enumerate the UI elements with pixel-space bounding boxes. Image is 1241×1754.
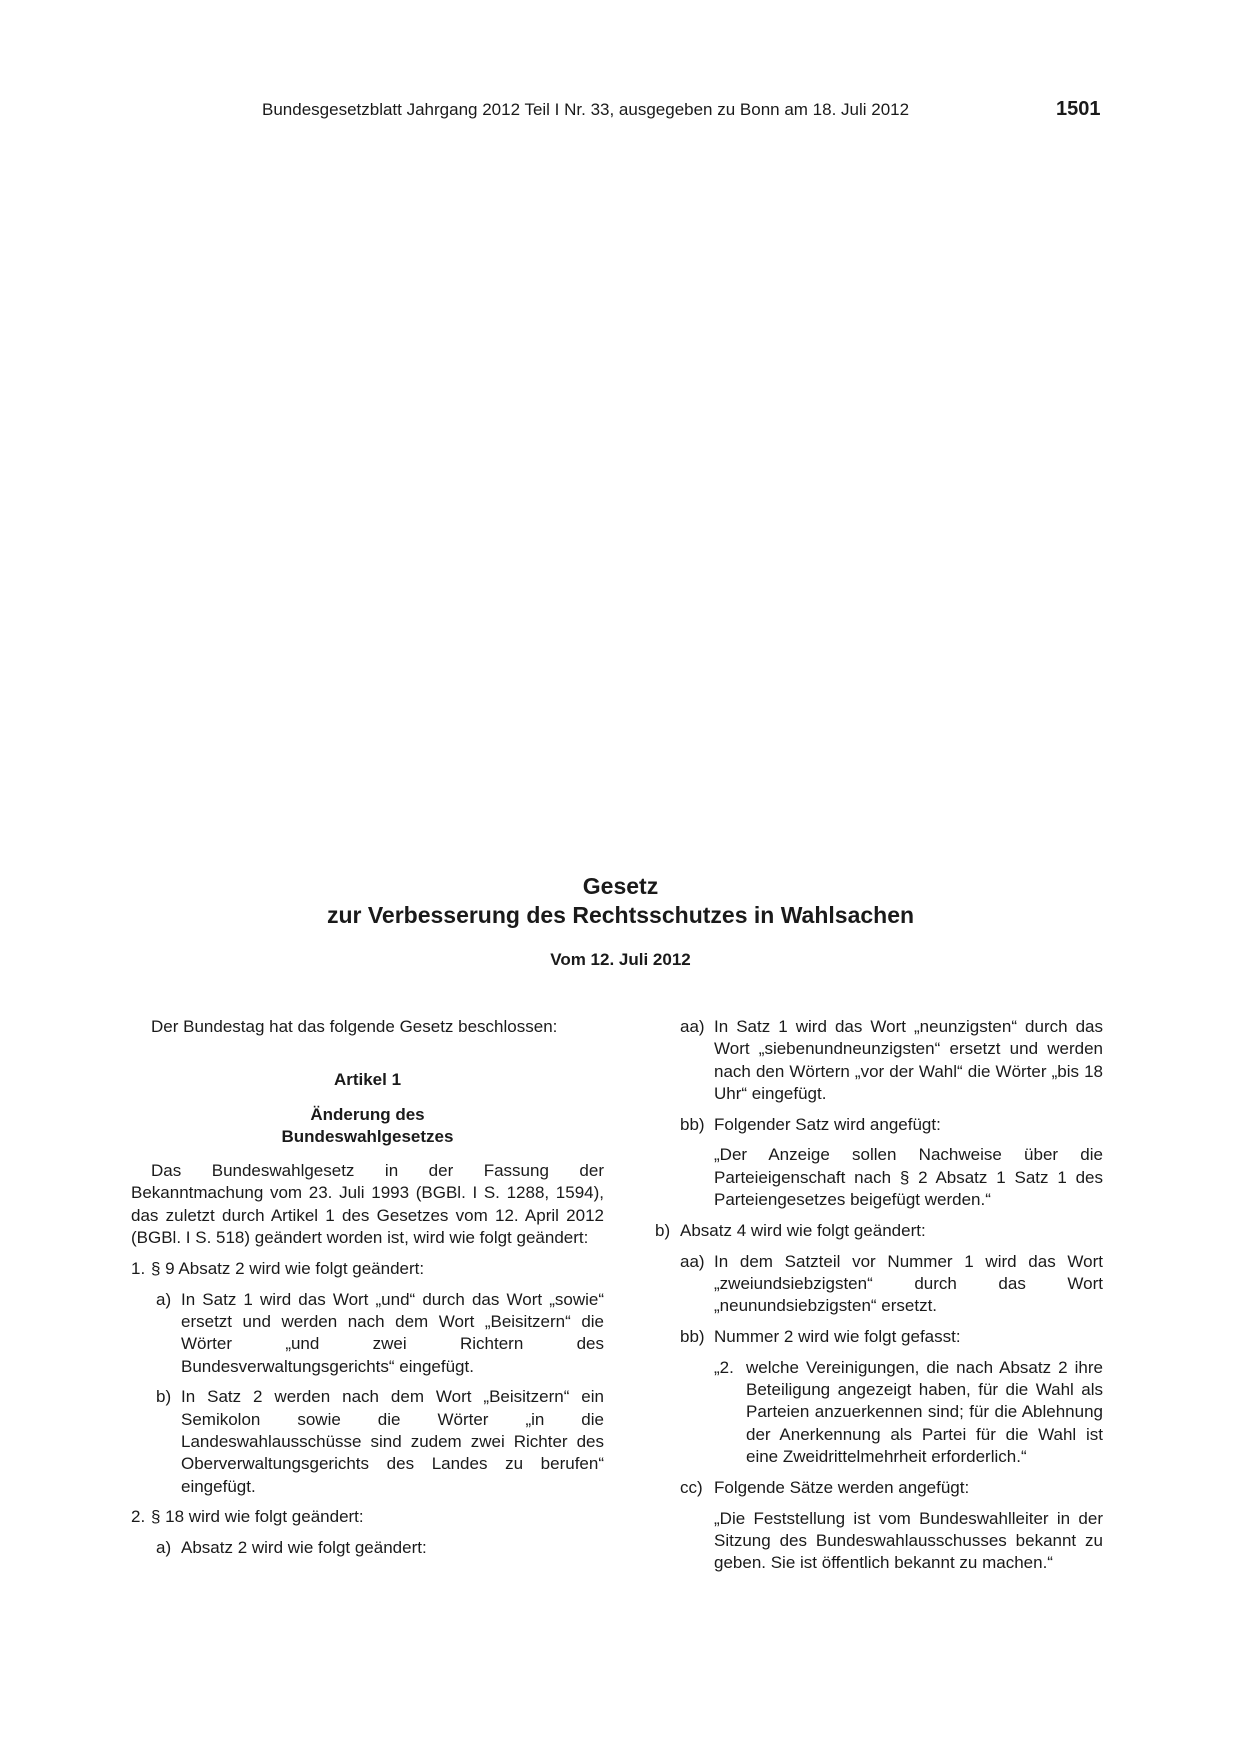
list-text: Absatz 2 wird wie folgt geändert:	[181, 1538, 427, 1558]
article-intro-paragraph: Das Bundeswahlgesetz in der Fassung der Bekanntmachung vom 23. Juli 1993 (BGBl. I S. 1288, 1594), das zuletzt durch Artikel 1 des Gesetzes vom 12. April 2012 (BGBl. I S. 518) geändert worden ist, wird wie folgt geändert:	[131, 1161, 604, 1248]
list-label: b)	[156, 1387, 172, 1407]
list-item-b	[655, 1220, 1103, 1242]
quote-label: „2.	[714, 1357, 734, 1377]
left-column	[131, 1016, 604, 1559]
preamble: Der Bundestag hat das folgende Gesetz beschlossen:	[151, 1017, 558, 1036]
list-item-bb1	[680, 1114, 1103, 1136]
list-text: § 18 wird wie folgt geändert:	[151, 1507, 364, 1527]
list-item-bb2	[680, 1326, 1103, 1348]
list-item-1	[131, 1258, 604, 1280]
list-item-1b	[156, 1386, 604, 1497]
list-item-2a	[156, 1537, 604, 1559]
list-label: 1.	[131, 1258, 146, 1278]
list-text: Nummer 2 wird wie folgt gefasst:	[714, 1327, 961, 1347]
list-item-cc	[680, 1477, 1103, 1499]
inserted-sentence: „Der Anzeige sollen Nachweise über die Parteieigenschaft nach § 2 Absatz 1 Satz 1 des Parteiengesetzes beigefügt werden.“	[714, 1145, 1103, 1210]
article-title-line1: Änderung des	[310, 1104, 425, 1124]
page-number: 1501	[1056, 98, 1101, 120]
list-label: 2.	[131, 1507, 146, 1527]
list-label: bb)	[680, 1327, 705, 1347]
list-text: Absatz 4 wird wie folgt geändert:	[680, 1220, 926, 1240]
law-title-line2: zur Verbesserung des Rechtsschutzes in Wahlsachen	[326, 902, 915, 928]
list-text: In Satz 2 werden nach dem Wort „Beisitzern“ ein Semikolon sowie die Wörter „in die Landeswahlausschüsse sind zudem zwei Richter des Oberverwaltungsgerichts des Landes zu berufen“ eingefügt.	[181, 1387, 604, 1496]
list-item-aa2	[680, 1251, 1103, 1318]
list-text: § 9 Absatz 2 wird wie folgt geändert:	[151, 1258, 425, 1278]
list-label: a)	[156, 1538, 172, 1558]
law-title-line1: Gesetz	[582, 873, 659, 899]
running-head: Bundesgesetzblatt Jahrgang 2012 Teil I Nr. 33, ausgegeben zu Bonn am 18. Juli 2012	[262, 100, 910, 119]
list-item-1a	[156, 1289, 604, 1378]
law-date: Vom 12. Juli 2012	[550, 950, 691, 969]
quote-text: welche Vereinigungen, die nach Absatz 2 ihre Beteiligung angezeigt haben, für die Wahl als Parteien anzuerkennen sind; für die Ablehnung der Anerkennung als Partei für die Wahl ist eine Zweidrittelmehrheit erforderlich.“	[746, 1357, 1103, 1467]
inserted-number-2	[714, 1357, 1103, 1468]
list-label: aa)	[680, 1251, 705, 1271]
list-text: In Satz 1 wird das Wort „und“ durch das Wort „sowie“ ersetzt und werden nach dem Wort „Beisitzern“ die Wörter „und zwei Richtern des Bundesverwaltungsgerichts“ eingefügt.	[181, 1289, 604, 1376]
list-item-2	[131, 1506, 604, 1528]
inserted-sentences: „Die Feststellung ist vom Bundeswahlleiter in der Sitzung des Bundeswahlausschusses bekannt zu geben. Sie ist öffentlich bekannt zu machen.“	[714, 1508, 1103, 1573]
list-text: In dem Satzteil vor Nummer 1 wird das Wort „zweiundsiebzigsten“ durch das Wort „neunundsiebzigsten“ ersetzt.	[714, 1251, 1103, 1316]
list-label: cc)	[680, 1477, 703, 1497]
list-text: Folgende Sätze werden angefügt:	[714, 1477, 970, 1497]
list-label: b)	[655, 1220, 671, 1240]
article-title-line2: Bundeswahlgesetzes	[281, 1126, 454, 1146]
list-item-aa1	[680, 1016, 1103, 1105]
list-label: aa)	[680, 1017, 705, 1036]
list-text: In Satz 1 wird das Wort „neunzigsten“ durch das Wort „siebenundneunzigsten“ ersetzt und werden nach den Wörtern „vor der Wahl“ die Wörter „bis 18 Uhr“ eingefügt.	[714, 1017, 1103, 1103]
right-column	[655, 1016, 1103, 1575]
list-label: bb)	[680, 1114, 705, 1134]
article-heading: Artikel 1	[333, 1070, 402, 1090]
list-label: a)	[156, 1289, 172, 1309]
list-text: Folgender Satz wird angefügt:	[714, 1114, 941, 1134]
